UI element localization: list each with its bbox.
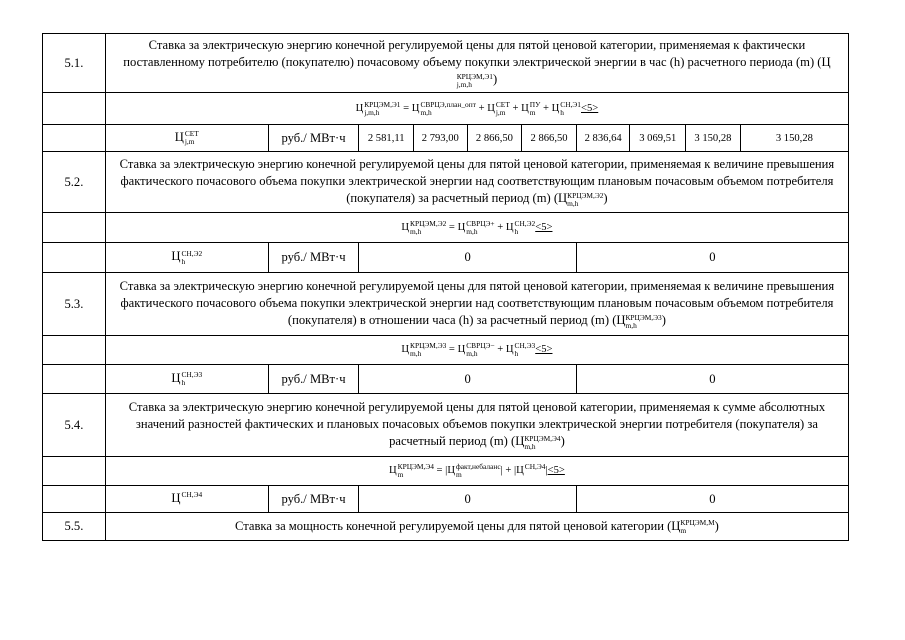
rate-description bbox=[105, 152, 848, 213]
formula-sup: КРЦЭМ,Э3 bbox=[410, 341, 447, 350]
formula-sup: СН,Э1 bbox=[560, 99, 581, 109]
rate-description bbox=[105, 34, 848, 93]
formula-cell bbox=[105, 213, 848, 243]
parameter-cell bbox=[105, 125, 268, 152]
rate-description bbox=[105, 513, 848, 541]
description-tail: ) bbox=[492, 72, 498, 87]
description-text: Ставка за мощность конечной регулируемой цены для пятой ценовой категории (Ц bbox=[235, 518, 681, 533]
formula-sub: m,h bbox=[420, 107, 432, 117]
parameter-sup: СН,Э2 bbox=[181, 248, 203, 258]
unit-cell: руб./ МВт·ч bbox=[268, 365, 359, 394]
formula-sub: m,h bbox=[466, 349, 478, 358]
symbol-superscript: КРЦЭМ,Э4 bbox=[524, 433, 561, 443]
row-5-3-description bbox=[43, 273, 849, 336]
description-tail: ) bbox=[661, 313, 666, 328]
formula-sub: h bbox=[514, 226, 519, 236]
formula-symbol: Ц bbox=[505, 221, 514, 233]
rate-description bbox=[105, 273, 848, 336]
value-cell: 3 150,28 bbox=[740, 125, 848, 152]
formula: Ц КРЦЭМ,Э1 j,m,h = Ц СВРЦЭ,план_опт m,h + Ц СЕТ j,m + Ц ПУ m + Ц СН,Э1 h <5> bbox=[355, 99, 599, 117]
value-cell: 0 bbox=[576, 486, 848, 513]
empty-cell bbox=[43, 93, 106, 125]
parameter-sup: СН,Э4 bbox=[181, 490, 203, 500]
formula-symbol: Ц bbox=[487, 102, 495, 114]
unit-cell: руб./ МВт·ч bbox=[268, 125, 359, 152]
formula-symbol: Ц bbox=[389, 465, 397, 477]
formula-sup: факт,небаланс bbox=[455, 462, 501, 471]
formula-symbol: Ц bbox=[447, 465, 455, 477]
description-tail: ) bbox=[560, 434, 565, 449]
parameter-symbol: Ц bbox=[171, 249, 181, 264]
symbol-superscript: КРЦЭМ,М bbox=[680, 518, 715, 528]
formula-sub: j,m bbox=[495, 107, 506, 117]
description-text: Ставка за электрическую энергию конечной регулируемой цены для пятой ценовой категории, применяемая к величине превышения фактического почасового объема покупки электрической энергии над соответствующим плановым почасовым объемом потребителя (покупателя) за расчетный период (m) (Ц bbox=[119, 157, 835, 206]
symbol-superscript: КРЦЭМ,Э2 bbox=[567, 190, 604, 200]
parameter-sup: СЕТ bbox=[184, 129, 199, 139]
formula-cell bbox=[105, 93, 848, 125]
symbol-subscript: m,h bbox=[567, 198, 579, 208]
formula-sub: m,h bbox=[466, 226, 478, 236]
symbol-superscript: КРЦЭМ,Э3 bbox=[625, 312, 662, 322]
symbol-subscript: j,m,h bbox=[456, 79, 472, 89]
formula-sub: j,m,h bbox=[364, 107, 380, 117]
row-5-3-values bbox=[43, 365, 849, 394]
formula-sup: КРЦЭМ,Э2 bbox=[410, 218, 447, 228]
formula-sup: СВРЦЭ,план_опт bbox=[420, 99, 476, 109]
row-5-1-values bbox=[43, 125, 849, 152]
formula-symbol: Ц bbox=[411, 102, 420, 114]
value-cell: 3 069,51 bbox=[630, 125, 686, 152]
parameter-symbol: Ц bbox=[171, 370, 181, 385]
formula-symbol: Ц bbox=[521, 102, 529, 114]
empty-cell bbox=[43, 243, 106, 273]
value-cell: 3 150,28 bbox=[686, 125, 741, 152]
value-cell: 0 bbox=[576, 365, 848, 394]
formula-symbol: Ц bbox=[457, 344, 466, 356]
formula-sub: m bbox=[397, 470, 404, 479]
empty-cell bbox=[43, 365, 106, 394]
row-5-4-description bbox=[43, 394, 849, 457]
formula-sup: СН,Э2 bbox=[514, 218, 536, 228]
row-5-4-values bbox=[43, 486, 849, 513]
description-text: Ставка за электрическую энергию конечной регулируемой цены для пятой ценовой категории, применяемая к величине превышения фактического почасового объема покупки электрической энергии над соответствующим плановым почасовым объемом потребителя (покупателя) в отношении часа (h) за расчетный период (m) (Ц bbox=[119, 279, 835, 328]
rate-description bbox=[105, 394, 848, 457]
row-5-1-formula bbox=[43, 93, 849, 125]
unit-cell: руб./ МВт·ч bbox=[268, 486, 359, 513]
parameter-symbol: Ц bbox=[171, 490, 181, 505]
empty-cell bbox=[43, 486, 106, 513]
footnote-link[interactable]: <5> bbox=[535, 344, 553, 356]
parameter-sub: h bbox=[181, 378, 186, 388]
formula-sub: m bbox=[455, 470, 462, 479]
formula-sub: m,h bbox=[410, 226, 422, 236]
footnote-link[interactable]: <5> bbox=[547, 465, 565, 477]
formula-sub: m,h bbox=[410, 349, 422, 358]
formula-cell bbox=[105, 457, 848, 486]
formula-sup: КРЦЭМ,Э4 bbox=[397, 462, 434, 471]
parameter-sub: j,m bbox=[184, 137, 195, 147]
value-cell: 2 793,00 bbox=[414, 125, 468, 152]
parameter-cell bbox=[105, 486, 268, 513]
formula-sup: СН,Э4 bbox=[524, 462, 546, 471]
parameter-sub: h bbox=[181, 256, 186, 266]
symbol-subscript: m,h bbox=[524, 441, 536, 451]
formula-symbol: Ц bbox=[516, 465, 524, 477]
value-cell: 0 bbox=[576, 243, 848, 273]
parameter-sup: СН,Э3 bbox=[181, 370, 203, 380]
formula-symbol: Ц bbox=[551, 102, 560, 114]
row-5-2-description bbox=[43, 152, 849, 213]
value-cell: 0 bbox=[359, 486, 576, 513]
parameter-cell bbox=[105, 365, 268, 394]
formula-symbol: Ц bbox=[457, 221, 466, 233]
formula-sub: h bbox=[560, 107, 564, 117]
formula-sup: СВРЦЭ+ bbox=[466, 218, 495, 228]
row-number: 5.3. bbox=[43, 273, 106, 336]
parameter-cell bbox=[105, 243, 268, 273]
row-5-2-formula bbox=[43, 213, 849, 243]
row-5-5-description bbox=[43, 513, 849, 541]
row-5-2-values bbox=[43, 243, 849, 273]
row-5-3-formula bbox=[43, 336, 849, 365]
description-tail: ) bbox=[603, 191, 608, 206]
formula-sup: КРЦЭМ,Э1 bbox=[364, 99, 401, 109]
formula-sup: ПУ bbox=[529, 99, 541, 109]
tariff-table bbox=[42, 33, 849, 541]
empty-cell bbox=[43, 125, 106, 152]
row-number: 5.2. bbox=[43, 152, 106, 213]
footnote-link[interactable]: <5> bbox=[535, 221, 553, 233]
formula-sub: h bbox=[514, 349, 519, 358]
symbol-subscript: m,h bbox=[625, 320, 637, 330]
formula-symbol: Ц bbox=[401, 221, 410, 233]
row-number: 5.5. bbox=[43, 513, 106, 541]
formula: Ц КРЦЭМ,Э4 m = |Ц факт,небаланс m | + |Ц СН,Э4 |<5> bbox=[389, 462, 565, 479]
row-number: 5.1. bbox=[43, 34, 106, 93]
value-cell: 2 581,11 bbox=[359, 125, 414, 152]
formula: Ц КРЦЭМ,Э2 m,h = Ц СВРЦЭ+ m,h + Ц СН,Э2 h <5> bbox=[401, 218, 553, 236]
parameter-symbol: Ц bbox=[174, 129, 184, 144]
symbol-subscript: m bbox=[680, 526, 687, 536]
formula-sub: m bbox=[529, 107, 536, 117]
formula-symbol: Ц bbox=[401, 344, 410, 356]
symbol-superscript: КРЦЭМ,Э1 bbox=[456, 71, 493, 81]
formula-sup: СВРЦЭ− bbox=[466, 341, 495, 350]
empty-cell bbox=[43, 336, 106, 365]
unit-cell: руб./ МВт·ч bbox=[268, 243, 359, 273]
row-5-4-formula bbox=[43, 457, 849, 486]
footnote-link[interactable]: <5> bbox=[581, 102, 599, 114]
value-cell: 0 bbox=[359, 365, 576, 394]
formula-sup: СН,Э3 bbox=[514, 341, 536, 350]
value-cell: 2 836,64 bbox=[576, 125, 630, 152]
formula-sup: СЕТ bbox=[495, 99, 510, 109]
value-cell: 2 866,50 bbox=[467, 125, 522, 152]
row-number: 5.4. bbox=[43, 394, 106, 457]
empty-cell bbox=[43, 457, 106, 486]
description-text: Ставка за электрическую энергию конечной регулируемой цены для пятой ценовой категории, применяемая к сумме абсолютных значений разностей фактических и плановых почасовых объемов покупки электрической энергии потребителя (покупателя) за расчетный период (m) (Ц bbox=[128, 400, 826, 449]
row-5-1-description bbox=[43, 34, 849, 93]
formula: Ц КРЦЭМ,Э3 m,h = Ц СВРЦЭ− m,h + Ц СН,Э3 h <5> bbox=[401, 341, 553, 358]
formula-symbol: Ц bbox=[355, 102, 364, 114]
empty-cell bbox=[43, 213, 106, 243]
description-text: Ставка за электрическую энергию конечной регулируемой цены для пятой ценовой категории, применяемая к фактически поставленному потребителю (покупателю) почасовому объему покупки электрической энергии в час (h) расчетного периода (m) (Ц bbox=[123, 38, 831, 70]
value-cell: 0 bbox=[359, 243, 576, 273]
value-cell: 2 866,50 bbox=[522, 125, 577, 152]
description-tail: ) bbox=[714, 518, 719, 533]
formula-cell bbox=[105, 336, 848, 365]
formula-symbol: Ц bbox=[505, 344, 514, 356]
